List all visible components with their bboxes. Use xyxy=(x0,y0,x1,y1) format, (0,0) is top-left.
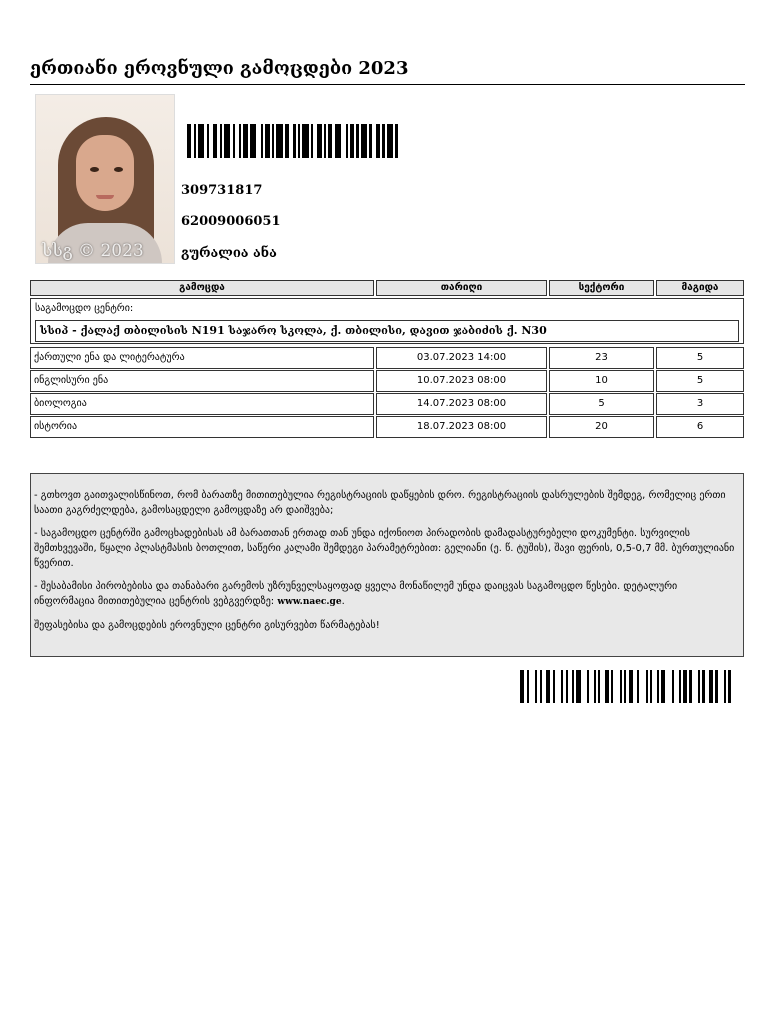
barcode-bar xyxy=(361,124,368,158)
exam-cell: ქართული ენა და ლიტერატურა xyxy=(30,347,374,369)
barcode-bar xyxy=(213,124,217,158)
barcode-bar xyxy=(702,670,704,703)
barcode-bar xyxy=(187,124,191,158)
barcode-bar xyxy=(715,670,717,703)
bottom-barcode xyxy=(520,670,735,703)
instructions-box xyxy=(30,473,744,657)
barcode-bar xyxy=(387,124,394,158)
barcode-bar xyxy=(620,670,622,703)
closing-wish: შეფასებისა და გამოცდების ეროვნული ცენტრი გისურვებთ წარმატებას! xyxy=(34,620,380,631)
barcode-bar xyxy=(566,670,568,703)
photo-watermark: სსგ © 2023 xyxy=(42,241,144,261)
barcode-bar xyxy=(346,124,348,158)
barcode-bar xyxy=(657,670,659,703)
exam-center-name: სსიპ - ქალაქ თბილისის N191 საჯარო სკოლა, ქ. თბილისი, დავით ჯაბიძის ქ. N30 xyxy=(35,320,739,342)
barcode-bar xyxy=(598,670,600,703)
barcode-bar xyxy=(546,670,550,703)
exam-center-label: საგამოცდო ცენტრი: xyxy=(35,303,134,314)
desk-cell: 6 xyxy=(656,416,744,438)
barcode-bar xyxy=(285,124,289,158)
barcode-bar xyxy=(637,670,639,703)
barcode-bar xyxy=(194,124,196,158)
barcode-bar xyxy=(356,124,358,158)
candidate-name: გურალია ანა xyxy=(181,246,277,261)
barcode-bar xyxy=(624,670,626,703)
exam-center-box xyxy=(30,298,744,344)
barcode-bar xyxy=(265,124,269,158)
website-link[interactable]: www.naec.ge xyxy=(277,597,342,607)
header-sector: სექტორი xyxy=(549,280,654,296)
barcode-bar xyxy=(594,670,596,703)
barcode-bar xyxy=(629,670,633,703)
barcode-bar xyxy=(683,670,687,703)
desk-cell: 5 xyxy=(656,370,744,392)
date-cell: 10.07.2023 08:00 xyxy=(376,370,547,392)
barcode-bar xyxy=(369,124,371,158)
sector-cell: 20 xyxy=(549,416,654,438)
barcode-bar xyxy=(250,124,257,158)
barcode-bar xyxy=(328,124,332,158)
sector-cell: 5 xyxy=(549,393,654,415)
exam-cell: ისტორია xyxy=(30,416,374,438)
barcode-bar xyxy=(540,670,542,703)
barcode-bar xyxy=(535,670,537,703)
header-exam: გამოცდა xyxy=(30,280,374,296)
instruction-documents: - საგამოცდო ცენტრში გამოცხადებისას ამ ბარათთან ერთად თან უნდა იქონიოთ პირადობის დამადასტურებელი დოკუმენტი. სურვილის შემთხვევაში, წყალი პლასტმასის ბოთლით, საწერი კალამი შემდეგი პარამეტრებით: გელიანი (ე. წ. ტუშის), შავი ფერის, 0,5-0,7 მმ. ბურთულიანი წვერით. xyxy=(34,528,735,569)
barcode-bar xyxy=(317,124,321,158)
barcode-bar xyxy=(220,124,222,158)
barcode-bar xyxy=(272,124,274,158)
barcode-bar xyxy=(672,670,674,703)
candidate-code: 309731817 xyxy=(181,183,263,198)
barcode-bar xyxy=(324,124,326,158)
barcode-bar xyxy=(689,670,691,703)
page-title: ერთიანი ეროვნული გამოცდები 2023 xyxy=(30,58,409,79)
title-divider xyxy=(30,84,745,85)
barcode-bar xyxy=(661,670,665,703)
barcode-bar xyxy=(709,670,713,703)
instruction-registration: - გთხოვთ გაითვალისწინოთ, რომ ბარათზე მითითებულია რეგისტრაციის დაწყების დრო. რეგისტრაციის დასრულების შემდეგ, რომელიც ერთი საათი გაგრძელდება, გამოსაცდელი გამოცდაზე არ დაიშვება; xyxy=(34,490,726,516)
desk-cell: 3 xyxy=(656,393,744,415)
exam-cell: ინგლისური ენა xyxy=(30,370,374,392)
barcode-bar xyxy=(224,124,231,158)
barcode-bar xyxy=(335,124,342,158)
instruction-rules: - შესაბამისი პირობებისა და თანაბარი გარემოს უზრუნველსაყოფად ყველა მონაწილემ უნდა დაიცვას საგამოცდო წესები. დეტალური ინფორმაცია მითითებულია ცენტრის ვებგვერდზე: www.naec.ge. xyxy=(34,581,678,607)
exam-cell: ბიოლოგია xyxy=(30,393,374,415)
date-cell: 03.07.2023 14:00 xyxy=(376,347,547,369)
candidate-photo xyxy=(35,94,175,264)
barcode-bar xyxy=(233,124,235,158)
barcode-bar xyxy=(561,670,563,703)
personal-id: 62009006051 xyxy=(181,214,281,229)
sector-cell: 10 xyxy=(549,370,654,392)
header-table: მაგიდა xyxy=(656,280,744,296)
barcode-bar xyxy=(698,670,700,703)
barcode-bar xyxy=(311,124,313,158)
date-cell: 14.07.2023 08:00 xyxy=(376,393,547,415)
barcode-bar xyxy=(724,670,726,703)
date-cell: 18.07.2023 08:00 xyxy=(376,416,547,438)
barcode-bar xyxy=(207,124,209,158)
barcode-bar xyxy=(302,124,309,158)
top-barcode xyxy=(187,124,402,158)
barcode-bar xyxy=(395,124,397,158)
barcode-bar xyxy=(576,670,580,703)
barcode-bar xyxy=(293,124,295,158)
barcode-bar xyxy=(650,670,652,703)
barcode-bar xyxy=(611,670,613,703)
barcode-bar xyxy=(553,670,555,703)
header-date: თარიღი xyxy=(376,280,547,296)
barcode-bar xyxy=(572,670,574,703)
barcode-bar xyxy=(520,670,524,703)
barcode-bar xyxy=(679,670,681,703)
barcode-bar xyxy=(376,124,380,158)
barcode-bar xyxy=(298,124,300,158)
barcode-bar xyxy=(243,124,247,158)
barcode-bar xyxy=(276,124,283,158)
barcode-bar xyxy=(527,670,529,703)
sector-cell: 23 xyxy=(549,347,654,369)
barcode-bar xyxy=(261,124,263,158)
barcode-bar xyxy=(605,670,609,703)
desk-cell: 5 xyxy=(656,347,744,369)
barcode-bar xyxy=(198,124,205,158)
barcode-bar xyxy=(382,124,384,158)
barcode-bar xyxy=(587,670,589,703)
barcode-bar xyxy=(239,124,241,158)
barcode-bar xyxy=(646,670,648,703)
barcode-bar xyxy=(350,124,354,158)
barcode-bar xyxy=(728,670,730,703)
